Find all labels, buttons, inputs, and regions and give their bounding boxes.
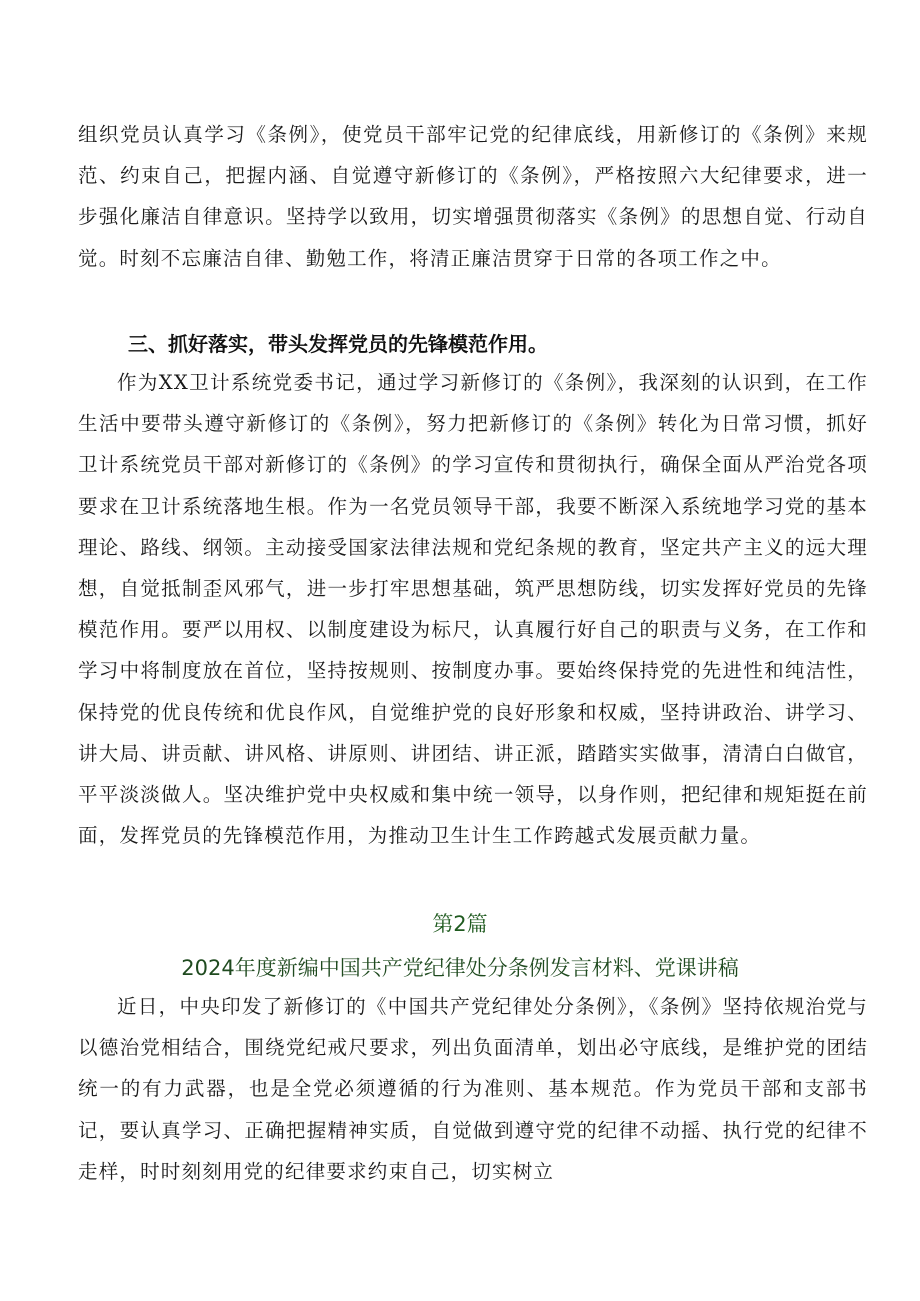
section-label: 第2篇 <box>432 912 488 936</box>
document-title: 2024年度新编中国共产党纪律处分条例发言材料、党课讲稿 <box>181 956 739 980</box>
section-heading-3: 三、抓好落实，带头发挥党员的先锋模范作用。 <box>128 332 548 356</box>
paragraph-section-3: 作为XX卫计系统党委书记，通过学习新修订的《条例》，我深刻的认识到，在工作生活中要带头遵守新修订的《条例》，努力把新修订的《条例》转化为日常习惯，抓好卫计系统党员干部对新修订的《条例》的学习宣传和贯彻执行，确保全面从严治党各项要求在卫计系统落地生根。作为一名党员领导干部，我要不断深入系统地学习党的基本理论、路线、纲领。主动接受国家法律法规和党纪条规的教育，坚定共产主义的远大理想，自觉抵制歪风邪气，进一步打牢思想基础，筑严思想防线，切实发挥好党员的先锋模范作用。要严以用权、以制度建设为标尺，认真履行好自己的职责与义务，在工作和学习中将制度放在首位，坚持按规则、按制度办事。要始终保持党的先进性和纯洁性，保持党的优良传统和优良作风，自觉维护党的良好形象和权威，坚持讲政治、讲学习、讲大局、讲贡献、讲风格、讲原则、讲团结、讲正派，踏踏实实做事，清清白白做官，平平淡淡做人。坚决维护党中央权威和集中统一领导，以身作则，把纪律和规矩挺在前面，发挥党员的先锋模范作用，为推动卫生计生工作跨越式发展贡献力量。 <box>78 371 868 848</box>
paragraph-next-article: 近日，中央印发了新修订的《中国共产党纪律处分条例》，《条例》坚持依规治党与以德治党相结合，围绕党纪戒尺要求，列出负面清单，划出必守底线，是维护党的团结统一的有力武器，也是全党必须遵循的行为准则、基本规范。作为党员干部和支部书记，要认真学习、正确把握精神实质，自觉做到遵守党的纪律不动摇、执行党的纪律不走样，时时刻刻用党的纪律要求约束自己，切实树立 <box>78 995 868 1183</box>
paragraph-intro: 组织党员认真学习《条例》，使党员干部牢记党的纪律底线，用新修订的《条例》来规范、约束自己，把握内涵、自觉遵守新修订的《条例》，严格按照六大纪律要求，进一步强化廉洁自律意识。坚持学以致用，切实增强贯彻落实《条例》的思想自觉、行动自觉。时刻不忘廉洁自律、勤勉工作，将清正廉洁贯穿于日常的各项工作之中。 <box>78 123 868 270</box>
